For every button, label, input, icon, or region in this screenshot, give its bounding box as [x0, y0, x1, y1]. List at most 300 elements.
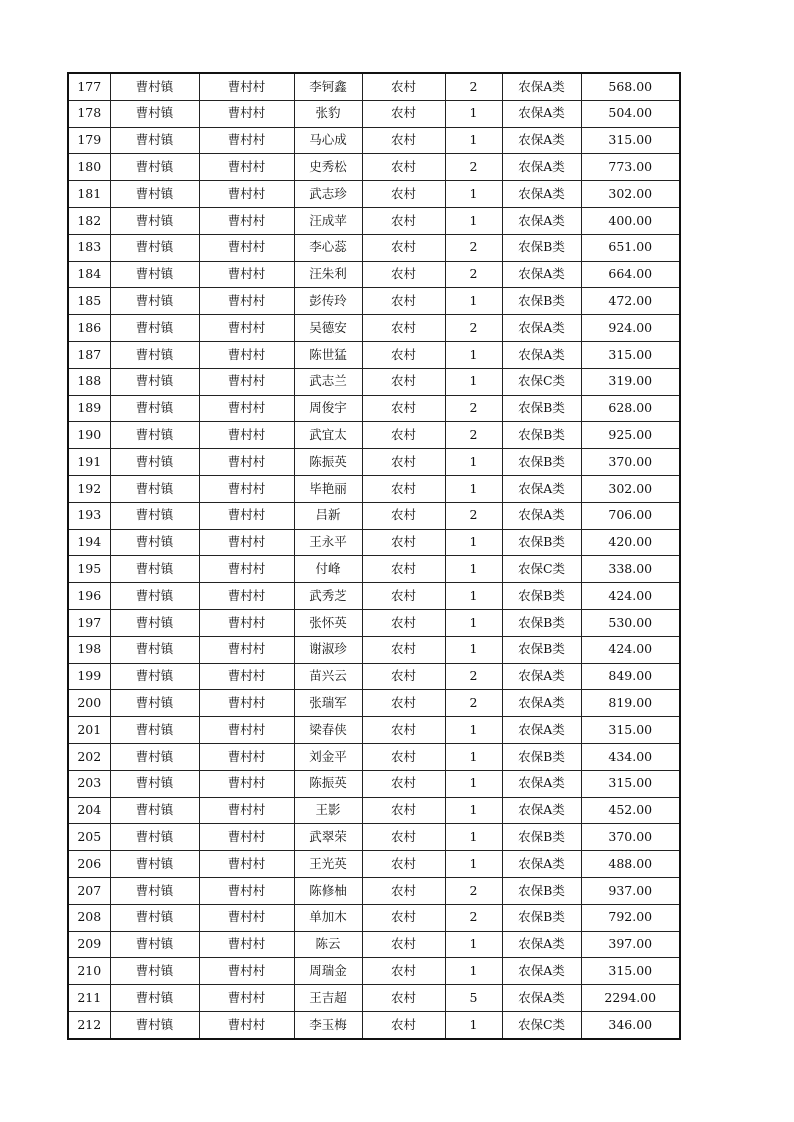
row-number-cell: 207 — [68, 877, 110, 904]
row-number-cell: 200 — [68, 690, 110, 717]
table-row — [68, 207, 680, 234]
table-row — [68, 341, 680, 368]
amount-cell: 370.00 — [581, 824, 680, 851]
category-cell: 农保B类 — [502, 449, 581, 476]
row-number-cell: 177 — [68, 73, 110, 100]
category-cell: 农保B类 — [502, 743, 581, 770]
village-cell: 曹村村 — [199, 368, 294, 395]
household-size-cell: 2 — [445, 904, 502, 931]
town-cell: 曹村镇 — [110, 931, 199, 958]
household-size-cell: 2 — [445, 261, 502, 288]
category-cell: 农保A类 — [502, 154, 581, 181]
area-type-cell: 农村 — [362, 931, 445, 958]
village-cell: 曹村村 — [199, 475, 294, 502]
row-number-cell: 205 — [68, 824, 110, 851]
amount-cell: 346.00 — [581, 1011, 680, 1038]
village-cell: 曹村村 — [199, 181, 294, 208]
area-type-cell: 农村 — [362, 73, 445, 100]
name-cell: 谢淑珍 — [294, 636, 362, 663]
town-cell: 曹村镇 — [110, 127, 199, 154]
category-cell: 农保A类 — [502, 931, 581, 958]
town-cell: 曹村镇 — [110, 502, 199, 529]
table-row — [68, 663, 680, 690]
name-cell: 陈世猛 — [294, 341, 362, 368]
town-cell: 曹村镇 — [110, 583, 199, 610]
table-row — [68, 127, 680, 154]
category-cell: 农保A类 — [502, 73, 581, 100]
category-cell: 农保B类 — [502, 288, 581, 315]
table-row — [68, 261, 680, 288]
table-row — [68, 288, 680, 315]
table-row — [68, 422, 680, 449]
name-cell: 马心成 — [294, 127, 362, 154]
table-row — [68, 502, 680, 529]
household-size-cell: 1 — [445, 368, 502, 395]
amount-cell: 315.00 — [581, 341, 680, 368]
name-cell: 梁春侠 — [294, 717, 362, 744]
category-cell: 农保A类 — [502, 663, 581, 690]
amount-cell: 302.00 — [581, 181, 680, 208]
village-cell: 曹村村 — [199, 100, 294, 127]
category-cell: 农保A类 — [502, 341, 581, 368]
town-cell: 曹村镇 — [110, 717, 199, 744]
town-cell: 曹村镇 — [110, 529, 199, 556]
category-cell: 农保A类 — [502, 958, 581, 985]
name-cell: 李玉梅 — [294, 1011, 362, 1038]
name-cell: 彭传玲 — [294, 288, 362, 315]
table-body — [68, 73, 680, 1039]
amount-cell: 937.00 — [581, 877, 680, 904]
village-cell: 曹村村 — [199, 234, 294, 261]
name-cell: 周瑞金 — [294, 958, 362, 985]
household-size-cell: 1 — [445, 288, 502, 315]
town-cell: 曹村镇 — [110, 690, 199, 717]
town-cell: 曹村镇 — [110, 770, 199, 797]
household-size-cell: 2 — [445, 234, 502, 261]
town-cell: 曹村镇 — [110, 904, 199, 931]
category-cell: 农保B类 — [502, 904, 581, 931]
table-row — [68, 958, 680, 985]
table-row — [68, 556, 680, 583]
area-type-cell: 农村 — [362, 690, 445, 717]
table-row — [68, 100, 680, 127]
village-cell: 曹村村 — [199, 690, 294, 717]
area-type-cell: 农村 — [362, 743, 445, 770]
village-cell: 曹村村 — [199, 449, 294, 476]
village-cell: 曹村村 — [199, 851, 294, 878]
amount-cell: 397.00 — [581, 931, 680, 958]
name-cell: 武翠荣 — [294, 824, 362, 851]
household-size-cell: 1 — [445, 636, 502, 663]
amount-cell: 792.00 — [581, 904, 680, 931]
household-size-cell: 1 — [445, 100, 502, 127]
name-cell: 王永平 — [294, 529, 362, 556]
table-row — [68, 690, 680, 717]
row-number-cell: 179 — [68, 127, 110, 154]
village-cell: 曹村村 — [199, 743, 294, 770]
row-number-cell: 188 — [68, 368, 110, 395]
amount-cell: 773.00 — [581, 154, 680, 181]
amount-cell: 472.00 — [581, 288, 680, 315]
household-size-cell: 2 — [445, 422, 502, 449]
village-cell: 曹村村 — [199, 609, 294, 636]
row-number-cell: 193 — [68, 502, 110, 529]
table-row — [68, 770, 680, 797]
name-cell: 陈修柚 — [294, 877, 362, 904]
name-cell: 李钶鑫 — [294, 73, 362, 100]
village-cell: 曹村村 — [199, 207, 294, 234]
town-cell: 曹村镇 — [110, 824, 199, 851]
town-cell: 曹村镇 — [110, 181, 199, 208]
row-number-cell: 184 — [68, 261, 110, 288]
category-cell: 农保A类 — [502, 127, 581, 154]
table-row — [68, 985, 680, 1012]
household-size-cell: 1 — [445, 207, 502, 234]
name-cell: 毕艳丽 — [294, 475, 362, 502]
town-cell: 曹村镇 — [110, 261, 199, 288]
area-type-cell: 农村 — [362, 556, 445, 583]
area-type-cell: 农村 — [362, 663, 445, 690]
amount-cell: 2294.00 — [581, 985, 680, 1012]
row-number-cell: 199 — [68, 663, 110, 690]
table-row — [68, 529, 680, 556]
category-cell: 农保B类 — [502, 609, 581, 636]
name-cell: 苗兴云 — [294, 663, 362, 690]
table-row — [68, 904, 680, 931]
household-size-cell: 2 — [445, 877, 502, 904]
category-cell: 农保B类 — [502, 877, 581, 904]
category-cell: 农保C类 — [502, 556, 581, 583]
table-row — [68, 395, 680, 422]
category-cell: 农保B类 — [502, 395, 581, 422]
area-type-cell: 农村 — [362, 261, 445, 288]
area-type-cell: 农村 — [362, 475, 445, 502]
name-cell: 陈振英 — [294, 770, 362, 797]
town-cell: 曹村镇 — [110, 609, 199, 636]
area-type-cell: 农村 — [362, 717, 445, 744]
village-cell: 曹村村 — [199, 1011, 294, 1038]
area-type-cell: 农村 — [362, 315, 445, 342]
row-number-cell: 195 — [68, 556, 110, 583]
town-cell: 曹村镇 — [110, 315, 199, 342]
household-size-cell: 1 — [445, 958, 502, 985]
name-cell: 单加木 — [294, 904, 362, 931]
row-number-cell: 209 — [68, 931, 110, 958]
category-cell: 农保A类 — [502, 502, 581, 529]
village-cell: 曹村村 — [199, 556, 294, 583]
town-cell: 曹村镇 — [110, 797, 199, 824]
household-size-cell: 2 — [445, 663, 502, 690]
table-row — [68, 583, 680, 610]
area-type-cell: 农村 — [362, 851, 445, 878]
amount-cell: 424.00 — [581, 583, 680, 610]
row-number-cell: 187 — [68, 341, 110, 368]
town-cell: 曹村镇 — [110, 234, 199, 261]
village-cell: 曹村村 — [199, 127, 294, 154]
amount-cell: 400.00 — [581, 207, 680, 234]
area-type-cell: 农村 — [362, 288, 445, 315]
name-cell: 史秀松 — [294, 154, 362, 181]
area-type-cell: 农村 — [362, 770, 445, 797]
area-type-cell: 农村 — [362, 609, 445, 636]
row-number-cell: 192 — [68, 475, 110, 502]
category-cell: 农保A类 — [502, 207, 581, 234]
village-cell: 曹村村 — [199, 904, 294, 931]
amount-cell: 924.00 — [581, 315, 680, 342]
name-cell: 李心蕊 — [294, 234, 362, 261]
category-cell: 农保C类 — [502, 1011, 581, 1038]
area-type-cell: 农村 — [362, 234, 445, 261]
name-cell: 武宜太 — [294, 422, 362, 449]
village-cell: 曹村村 — [199, 770, 294, 797]
category-cell: 农保A类 — [502, 717, 581, 744]
household-size-cell: 1 — [445, 181, 502, 208]
town-cell: 曹村镇 — [110, 395, 199, 422]
amount-cell: 664.00 — [581, 261, 680, 288]
row-number-cell: 203 — [68, 770, 110, 797]
town-cell: 曹村镇 — [110, 985, 199, 1012]
name-cell: 吕新 — [294, 502, 362, 529]
row-number-cell: 208 — [68, 904, 110, 931]
row-number-cell: 186 — [68, 315, 110, 342]
table-row — [68, 475, 680, 502]
name-cell: 付峰 — [294, 556, 362, 583]
amount-cell: 452.00 — [581, 797, 680, 824]
village-cell: 曹村村 — [199, 502, 294, 529]
village-cell: 曹村村 — [199, 985, 294, 1012]
household-size-cell: 1 — [445, 1011, 502, 1038]
category-cell: 农保A类 — [502, 181, 581, 208]
name-cell: 刘金平 — [294, 743, 362, 770]
town-cell: 曹村镇 — [110, 877, 199, 904]
area-type-cell: 农村 — [362, 529, 445, 556]
household-size-cell: 1 — [445, 770, 502, 797]
town-cell: 曹村镇 — [110, 368, 199, 395]
amount-cell: 651.00 — [581, 234, 680, 261]
village-cell: 曹村村 — [199, 797, 294, 824]
amount-cell: 819.00 — [581, 690, 680, 717]
row-number-cell: 185 — [68, 288, 110, 315]
name-cell: 王吉超 — [294, 985, 362, 1012]
household-size-cell: 1 — [445, 931, 502, 958]
village-cell: 曹村村 — [199, 636, 294, 663]
town-cell: 曹村镇 — [110, 475, 199, 502]
village-cell: 曹村村 — [199, 422, 294, 449]
row-number-cell: 191 — [68, 449, 110, 476]
household-size-cell: 1 — [445, 851, 502, 878]
name-cell: 周俊宇 — [294, 395, 362, 422]
village-cell: 曹村村 — [199, 261, 294, 288]
name-cell: 陈云 — [294, 931, 362, 958]
amount-cell: 530.00 — [581, 609, 680, 636]
amount-cell: 568.00 — [581, 73, 680, 100]
table-row — [68, 315, 680, 342]
category-cell: 农保B类 — [502, 234, 581, 261]
town-cell: 曹村镇 — [110, 636, 199, 663]
village-cell: 曹村村 — [199, 341, 294, 368]
table-row — [68, 73, 680, 100]
category-cell: 农保B类 — [502, 636, 581, 663]
amount-cell: 370.00 — [581, 449, 680, 476]
village-cell: 曹村村 — [199, 315, 294, 342]
row-number-cell: 201 — [68, 717, 110, 744]
amount-cell: 338.00 — [581, 556, 680, 583]
town-cell: 曹村镇 — [110, 556, 199, 583]
household-size-cell: 2 — [445, 315, 502, 342]
table-row — [68, 797, 680, 824]
village-cell: 曹村村 — [199, 877, 294, 904]
table-row — [68, 931, 680, 958]
town-cell: 曹村镇 — [110, 341, 199, 368]
area-type-cell: 农村 — [362, 154, 445, 181]
area-type-cell: 农村 — [362, 904, 445, 931]
household-size-cell: 2 — [445, 395, 502, 422]
area-type-cell: 农村 — [362, 127, 445, 154]
row-number-cell: 189 — [68, 395, 110, 422]
area-type-cell: 农村 — [362, 341, 445, 368]
area-type-cell: 农村 — [362, 877, 445, 904]
amount-cell: 315.00 — [581, 127, 680, 154]
amount-cell: 424.00 — [581, 636, 680, 663]
table-row — [68, 181, 680, 208]
household-size-cell: 1 — [445, 609, 502, 636]
name-cell: 王光英 — [294, 851, 362, 878]
category-cell: 农保A类 — [502, 315, 581, 342]
name-cell: 武志兰 — [294, 368, 362, 395]
amount-cell: 434.00 — [581, 743, 680, 770]
table-row — [68, 824, 680, 851]
household-size-cell: 1 — [445, 743, 502, 770]
table-row — [68, 154, 680, 181]
area-type-cell: 农村 — [362, 824, 445, 851]
table-row — [68, 636, 680, 663]
village-cell: 曹村村 — [199, 395, 294, 422]
table-row — [68, 1011, 680, 1038]
area-type-cell: 农村 — [362, 100, 445, 127]
town-cell: 曹村镇 — [110, 288, 199, 315]
area-type-cell: 农村 — [362, 797, 445, 824]
row-number-cell: 180 — [68, 154, 110, 181]
household-size-cell: 1 — [445, 824, 502, 851]
name-cell: 张怀英 — [294, 609, 362, 636]
category-cell: 农保B类 — [502, 422, 581, 449]
name-cell: 汪成苹 — [294, 207, 362, 234]
village-cell: 曹村村 — [199, 583, 294, 610]
table-row — [68, 449, 680, 476]
row-number-cell: 202 — [68, 743, 110, 770]
village-cell: 曹村村 — [199, 663, 294, 690]
amount-cell: 488.00 — [581, 851, 680, 878]
row-number-cell: 178 — [68, 100, 110, 127]
category-cell: 农保A类 — [502, 985, 581, 1012]
household-size-cell: 2 — [445, 690, 502, 717]
village-cell: 曹村村 — [199, 73, 294, 100]
amount-cell: 706.00 — [581, 502, 680, 529]
household-size-cell: 1 — [445, 529, 502, 556]
category-cell: 农保B类 — [502, 583, 581, 610]
area-type-cell: 农村 — [362, 207, 445, 234]
table-row — [68, 877, 680, 904]
name-cell: 武志珍 — [294, 181, 362, 208]
category-cell: 农保B类 — [502, 529, 581, 556]
village-cell: 曹村村 — [199, 288, 294, 315]
category-cell: 农保A类 — [502, 797, 581, 824]
area-type-cell: 农村 — [362, 181, 445, 208]
table-row — [68, 743, 680, 770]
row-number-cell: 211 — [68, 985, 110, 1012]
data-table — [67, 72, 681, 1040]
household-size-cell: 2 — [445, 502, 502, 529]
household-size-cell: 1 — [445, 341, 502, 368]
area-type-cell: 农村 — [362, 395, 445, 422]
area-type-cell: 农村 — [362, 368, 445, 395]
town-cell: 曹村镇 — [110, 663, 199, 690]
village-cell: 曹村村 — [199, 529, 294, 556]
household-size-cell: 1 — [445, 127, 502, 154]
row-number-cell: 198 — [68, 636, 110, 663]
table-row — [68, 234, 680, 261]
category-cell: 农保A类 — [502, 100, 581, 127]
amount-cell: 315.00 — [581, 958, 680, 985]
name-cell: 陈振英 — [294, 449, 362, 476]
category-cell: 农保A类 — [502, 261, 581, 288]
town-cell: 曹村镇 — [110, 449, 199, 476]
area-type-cell: 农村 — [362, 985, 445, 1012]
row-number-cell: 182 — [68, 207, 110, 234]
row-number-cell: 196 — [68, 583, 110, 610]
row-number-cell: 183 — [68, 234, 110, 261]
town-cell: 曹村镇 — [110, 851, 199, 878]
town-cell: 曹村镇 — [110, 958, 199, 985]
household-size-cell: 1 — [445, 556, 502, 583]
amount-cell: 302.00 — [581, 475, 680, 502]
table-row — [68, 368, 680, 395]
name-cell: 武秀芝 — [294, 583, 362, 610]
amount-cell: 420.00 — [581, 529, 680, 556]
name-cell: 张豹 — [294, 100, 362, 127]
village-cell: 曹村村 — [199, 154, 294, 181]
amount-cell: 628.00 — [581, 395, 680, 422]
household-size-cell: 2 — [445, 73, 502, 100]
row-number-cell: 194 — [68, 529, 110, 556]
row-number-cell: 190 — [68, 422, 110, 449]
amount-cell: 319.00 — [581, 368, 680, 395]
village-cell: 曹村村 — [199, 958, 294, 985]
category-cell: 农保A类 — [502, 851, 581, 878]
row-number-cell: 181 — [68, 181, 110, 208]
household-size-cell: 1 — [445, 717, 502, 744]
household-size-cell: 2 — [445, 154, 502, 181]
row-number-cell: 212 — [68, 1011, 110, 1038]
table-row — [68, 609, 680, 636]
household-size-cell: 1 — [445, 583, 502, 610]
village-cell: 曹村村 — [199, 717, 294, 744]
area-type-cell: 农村 — [362, 958, 445, 985]
household-size-cell: 1 — [445, 797, 502, 824]
village-cell: 曹村村 — [199, 931, 294, 958]
row-number-cell: 204 — [68, 797, 110, 824]
household-size-cell: 1 — [445, 449, 502, 476]
amount-cell: 849.00 — [581, 663, 680, 690]
town-cell: 曹村镇 — [110, 422, 199, 449]
amount-cell: 504.00 — [581, 100, 680, 127]
area-type-cell: 农村 — [362, 1011, 445, 1038]
category-cell: 农保B类 — [502, 824, 581, 851]
amount-cell: 315.00 — [581, 717, 680, 744]
name-cell: 吴德安 — [294, 315, 362, 342]
household-size-cell: 1 — [445, 475, 502, 502]
town-cell: 曹村镇 — [110, 1011, 199, 1038]
